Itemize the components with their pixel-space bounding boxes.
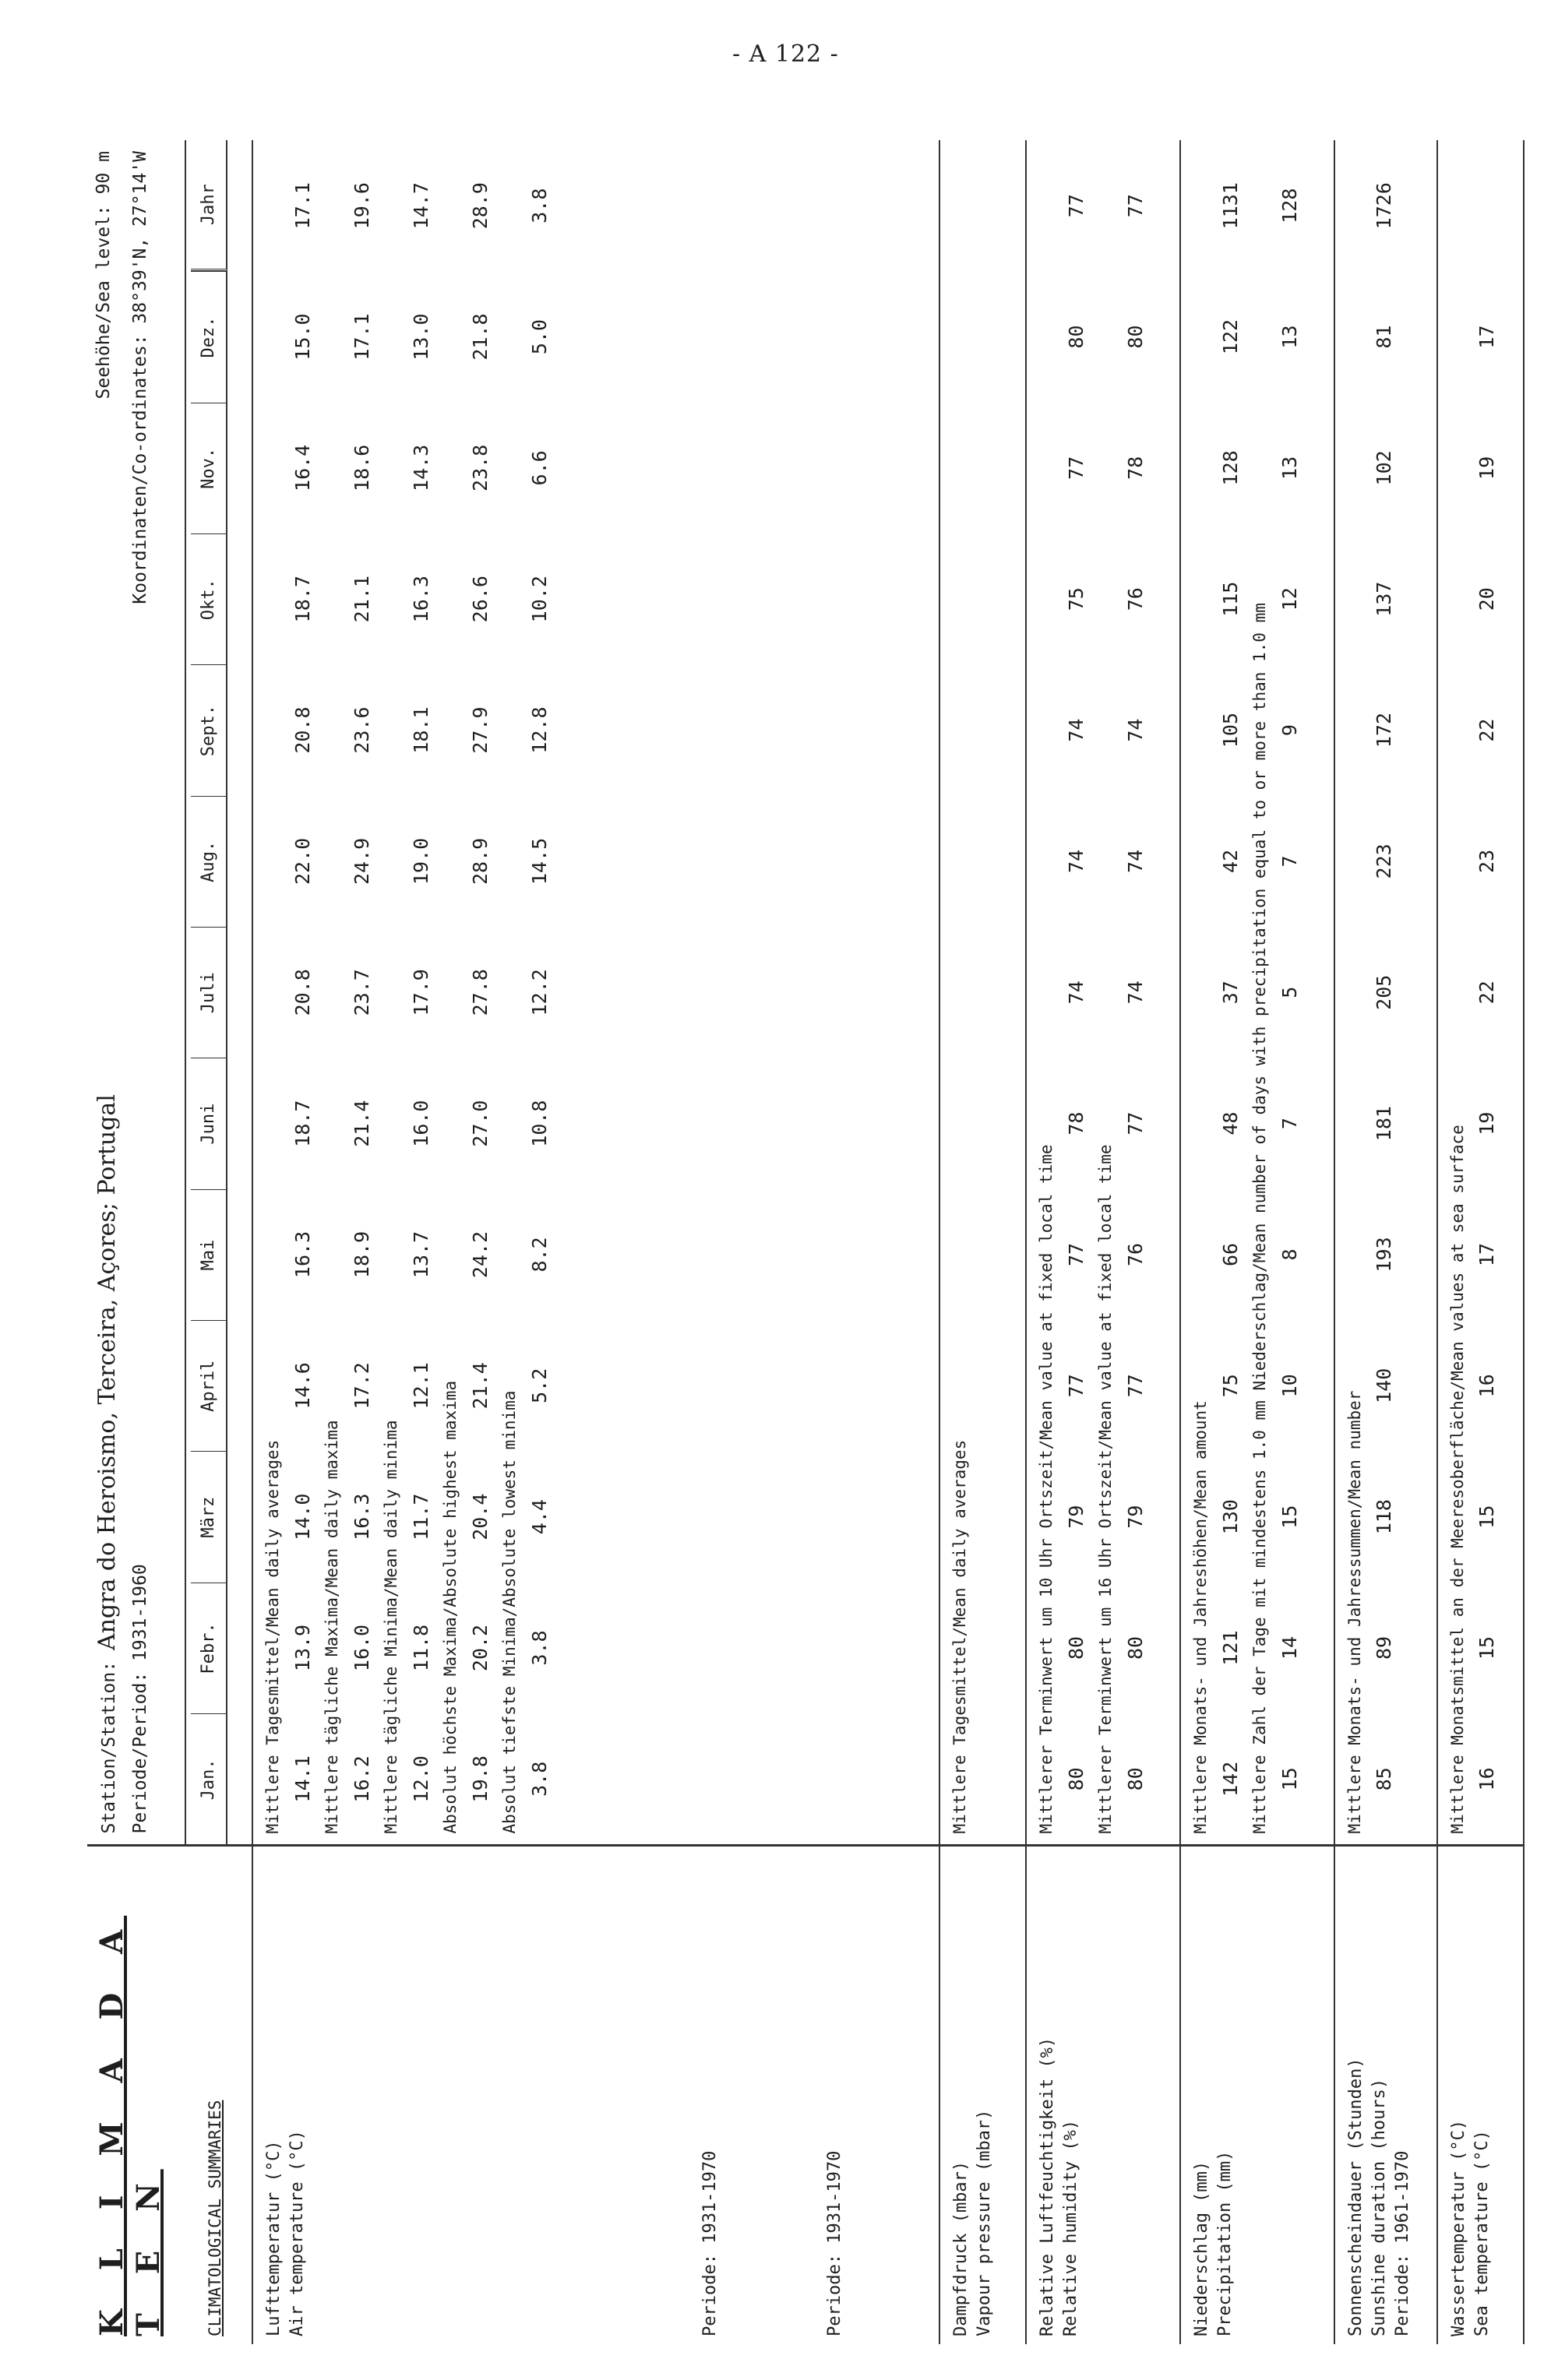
label-line: Niederschlag (mm) bbox=[1192, 2160, 1212, 2336]
value-cell: 12.0 bbox=[409, 1755, 432, 1803]
value-cell: 14 bbox=[1278, 1635, 1301, 1660]
value-cell: 140 bbox=[1373, 1368, 1396, 1403]
value-cell: 81 bbox=[1373, 325, 1396, 349]
row-caption: Absolut höchste Maxima/Absolute highest maxima bbox=[441, 1380, 460, 1834]
row-caption: Mittlere tägliche Minima/Mean daily minima bbox=[382, 1420, 401, 1834]
month-year: Jahr bbox=[191, 140, 227, 271]
value-cell: 48 bbox=[1218, 1111, 1242, 1135]
row-caption: Mittlere Monats- und Jahressummen/Mean number bbox=[1345, 1390, 1364, 1834]
value-cell: 105 bbox=[1218, 712, 1242, 748]
value-cell: 74 bbox=[1123, 718, 1147, 742]
value-cell: 21.4 bbox=[350, 1100, 373, 1147]
station-label: Station/Station: bbox=[99, 1660, 119, 1834]
section-label-humidity bbox=[1026, 1846, 1180, 2344]
value-cell: 74 bbox=[1123, 981, 1147, 1005]
value-cell: 77 bbox=[1064, 1242, 1087, 1267]
value-row bbox=[1212, 140, 1248, 1845]
section-label-sunshine bbox=[1334, 1846, 1437, 2344]
value-cell: 16.4 bbox=[291, 444, 314, 491]
period-label: Periode/Period: bbox=[130, 1671, 150, 1834]
value-row bbox=[1058, 140, 1094, 1845]
value-cell: 3.8 bbox=[527, 1630, 551, 1666]
period-note: Periode: 1961-1970 bbox=[1392, 2150, 1412, 2336]
value-cell: 8.2 bbox=[527, 1237, 551, 1273]
month-aug: Aug. bbox=[191, 796, 227, 927]
value-cell: 118 bbox=[1373, 1499, 1396, 1535]
value-cell: 42 bbox=[1218, 849, 1242, 873]
value-cell: 78 bbox=[1064, 1111, 1087, 1135]
value-cell: 21.4 bbox=[468, 1362, 492, 1410]
value-cell: 128 bbox=[1218, 450, 1242, 486]
station-block bbox=[87, 140, 185, 1846]
value-row bbox=[971, 140, 1007, 1845]
value-cell: 223 bbox=[1373, 843, 1396, 879]
row-caption: Mittlere Tagesmittel/Mean daily averages bbox=[950, 1439, 970, 1834]
label-line: Dampfdruck (mbar) bbox=[951, 2160, 971, 2336]
value-cell: 172 bbox=[1373, 712, 1396, 748]
value-cell: 27.8 bbox=[468, 969, 492, 1016]
coords-value: 38°39'N, 27°14'W bbox=[130, 151, 150, 324]
month-jul: Juli bbox=[191, 927, 227, 1058]
value-cell: 121 bbox=[1218, 1630, 1242, 1666]
section-label-sea bbox=[1437, 1846, 1524, 2344]
value-cell: 14.7 bbox=[409, 182, 432, 230]
value-cell: 18.9 bbox=[350, 1230, 373, 1279]
value-cell: 23.8 bbox=[468, 444, 492, 491]
value-row bbox=[462, 140, 498, 1845]
value-cell: 21.8 bbox=[468, 313, 492, 361]
value-cell: 130 bbox=[1218, 1499, 1242, 1535]
value-cell: 15.0 bbox=[291, 313, 314, 361]
value-cell: 23.7 bbox=[350, 969, 373, 1016]
section-data-vapour bbox=[939, 140, 1026, 1846]
value-cell: 20 bbox=[1475, 587, 1499, 611]
main-title: K L I M A D A T E N bbox=[93, 1915, 167, 2336]
value-cell: 15 bbox=[1278, 1767, 1301, 1791]
station-name: Angra do Heroismo, Terceira, Açores; Portugal bbox=[93, 1094, 121, 1651]
value-cell: 80 bbox=[1123, 1635, 1147, 1660]
value-cell: 12 bbox=[1278, 587, 1301, 611]
value-cell: 78 bbox=[1123, 456, 1147, 480]
value-cell: 14.6 bbox=[291, 1362, 314, 1410]
value-cell: 115 bbox=[1218, 581, 1242, 617]
value-cell: 193 bbox=[1373, 1237, 1396, 1273]
label-line: Vapour pressure (mbar) bbox=[975, 2109, 995, 2336]
value-cell: 80 bbox=[1064, 1635, 1087, 1660]
value-cell: 17.2 bbox=[350, 1362, 373, 1410]
value-cell: 16 bbox=[1475, 1374, 1499, 1398]
section-label-precipitation bbox=[1180, 1846, 1334, 2344]
month-may: Mai bbox=[191, 1189, 227, 1320]
value-cell: 76 bbox=[1123, 587, 1147, 611]
value-cell: 80 bbox=[1064, 1767, 1087, 1791]
value-cell: 23.6 bbox=[350, 706, 373, 754]
value-cell: 85 bbox=[1373, 1767, 1396, 1791]
value-cell: 19.0 bbox=[409, 837, 432, 885]
label-line: Lufttemperatur (°C) bbox=[264, 2140, 284, 2336]
row-caption: Mittlere Zahl der Tage mit mindestens 1.0 mm Niederschlag/Mean number of days with precipitation equal to or more than 1.0 mm bbox=[1250, 603, 1270, 1834]
row-caption: Mittlerer Terminwert um 10 Uhr Ortszeit/Mean value at fixed local time bbox=[1037, 1144, 1056, 1834]
value-cell: 22 bbox=[1475, 981, 1499, 1005]
value-cell: 74 bbox=[1064, 849, 1087, 873]
value-row bbox=[284, 140, 320, 1845]
value-cell: 24.2 bbox=[468, 1230, 492, 1279]
row-caption: Absolut tiefste Minima/Absolute lowest minima bbox=[500, 1390, 520, 1834]
value-cell: 74 bbox=[1064, 981, 1087, 1005]
value-cell: 21.1 bbox=[350, 576, 373, 623]
value-cell: 12.2 bbox=[527, 969, 551, 1016]
value-cell: 16.0 bbox=[350, 1624, 373, 1672]
climate-table bbox=[87, 140, 1525, 2344]
label-line: Sea temperature (°C) bbox=[1472, 2130, 1492, 2336]
value-row bbox=[1271, 140, 1307, 1845]
value-cell: 17 bbox=[1475, 1242, 1499, 1267]
value-cell: 10.2 bbox=[527, 576, 551, 623]
month-nov: Nov. bbox=[191, 403, 227, 533]
value-cell: 14.0 bbox=[291, 1493, 314, 1540]
value-cell: 18.1 bbox=[409, 706, 432, 754]
value-cell: 16 bbox=[1475, 1767, 1499, 1791]
label-line: Relative Luftfeuchtigkeit (%) bbox=[1038, 2037, 1058, 2336]
section-label-temperature bbox=[252, 1846, 939, 2344]
value-cell: 22.0 bbox=[291, 837, 314, 885]
value-cell: 16.3 bbox=[409, 576, 432, 623]
value-cell: 14.5 bbox=[527, 837, 551, 885]
value-cell: 6.6 bbox=[527, 450, 551, 486]
value-cell: 18.7 bbox=[291, 1100, 314, 1147]
value-cell: 10 bbox=[1278, 1374, 1301, 1398]
value-cell: 13 bbox=[1278, 456, 1301, 480]
coords-label: Koordinaten/Co-ordinates: bbox=[130, 334, 150, 604]
value-cell: 80 bbox=[1123, 325, 1147, 349]
row-caption: Mittlere Monatsmittel an der Meeresoberfläche/Mean values at sea surface bbox=[1447, 1125, 1467, 1834]
month-dec: Dez. bbox=[191, 271, 227, 402]
value-row bbox=[1469, 140, 1505, 1845]
month-header bbox=[185, 140, 253, 1846]
value-cell: 16.3 bbox=[291, 1230, 314, 1279]
value-cell: 15 bbox=[1475, 1635, 1499, 1660]
value-cell: 26.6 bbox=[468, 576, 492, 623]
value-cell: 1726 bbox=[1373, 182, 1396, 230]
row-caption: Mittlerer Terminwert um 16 Uhr Ortszeit/Mean value at fixed local time bbox=[1096, 1144, 1116, 1834]
value-cell: 137 bbox=[1373, 581, 1396, 617]
value-cell: 181 bbox=[1373, 1106, 1396, 1142]
value-row bbox=[1117, 140, 1153, 1845]
value-cell: 11.7 bbox=[409, 1493, 432, 1540]
value-cell: 23 bbox=[1475, 849, 1499, 873]
value-cell: 19 bbox=[1475, 1111, 1499, 1135]
value-cell: 75 bbox=[1218, 1374, 1242, 1398]
value-cell: 28.9 bbox=[468, 837, 492, 885]
month-apr: April bbox=[191, 1320, 227, 1451]
value-cell: 27.9 bbox=[468, 706, 492, 754]
climate-sheet bbox=[87, 140, 1525, 2344]
sea-level-label: Seehöhe/Sea level: bbox=[93, 205, 114, 400]
value-cell: 19.8 bbox=[468, 1755, 492, 1803]
value-cell: 20.2 bbox=[468, 1624, 492, 1672]
value-cell: 79 bbox=[1123, 1505, 1147, 1529]
value-cell: 80 bbox=[1123, 1767, 1147, 1791]
value-cell: 74 bbox=[1123, 849, 1147, 873]
value-cell: 24.9 bbox=[350, 837, 373, 885]
value-cell: 77 bbox=[1123, 1374, 1147, 1398]
value-cell: 15 bbox=[1278, 1505, 1301, 1529]
value-cell: 80 bbox=[1064, 325, 1087, 349]
row-caption: Mittlere Monats- und Jahreshöhen/Mean amount bbox=[1191, 1400, 1211, 1834]
value-cell: 22 bbox=[1475, 718, 1499, 742]
sub-title: CLIMATOLOGICAL SUMMARIES bbox=[206, 2100, 224, 2336]
value-cell: 14.3 bbox=[409, 444, 432, 491]
value-cell: 77 bbox=[1064, 456, 1087, 480]
value-cell: 3.8 bbox=[527, 188, 551, 224]
section-data-sea bbox=[1437, 140, 1524, 1846]
value-cell: 8 bbox=[1278, 1248, 1301, 1261]
value-cell: 75 bbox=[1064, 587, 1087, 611]
value-cell: 1131 bbox=[1218, 182, 1242, 230]
value-cell: 18.6 bbox=[350, 444, 373, 491]
value-cell: 205 bbox=[1373, 974, 1396, 1010]
value-row bbox=[344, 140, 379, 1845]
month-jun: Juni bbox=[191, 1058, 227, 1188]
value-cell: 18.7 bbox=[291, 576, 314, 623]
value-cell: 17 bbox=[1475, 325, 1499, 349]
value-cell: 12.1 bbox=[409, 1362, 432, 1410]
value-cell: 17.9 bbox=[409, 969, 432, 1016]
value-cell: 17.1 bbox=[350, 313, 373, 361]
month-mar: März bbox=[191, 1451, 227, 1582]
value-cell: 66 bbox=[1218, 1242, 1242, 1267]
value-cell: 17.1 bbox=[291, 182, 314, 230]
value-cell: 77 bbox=[1123, 1111, 1147, 1135]
label-line: Relative humidity (%) bbox=[1061, 2119, 1081, 2336]
label-line: Precipitation (mm) bbox=[1215, 2150, 1235, 2336]
value-cell: 16.2 bbox=[350, 1755, 373, 1803]
value-cell: 15 bbox=[1475, 1505, 1499, 1529]
value-cell: 16.3 bbox=[350, 1493, 373, 1540]
value-cell: 5 bbox=[1278, 986, 1301, 998]
value-cell: 142 bbox=[1218, 1761, 1242, 1797]
period-note: Periode: 1931-1970 bbox=[825, 2150, 845, 2336]
value-row bbox=[521, 140, 557, 1845]
period-value: 1931-1960 bbox=[130, 1564, 150, 1661]
value-cell: 3.8 bbox=[527, 1761, 551, 1797]
label-line: Wassertemperatur (°C) bbox=[1448, 2119, 1468, 2336]
value-cell: 10.8 bbox=[527, 1100, 551, 1147]
period-note: Periode: 1931-1970 bbox=[700, 2150, 721, 2336]
value-cell: 9 bbox=[1278, 724, 1301, 737]
value-cell: 5.0 bbox=[527, 319, 551, 355]
month-oct: Okt. bbox=[191, 533, 227, 664]
value-cell: 13 bbox=[1278, 325, 1301, 349]
value-cell: 20.4 bbox=[468, 1493, 492, 1540]
value-cell: 16.0 bbox=[409, 1100, 432, 1147]
section-data-temperature bbox=[252, 140, 939, 1846]
value-cell: 20.8 bbox=[291, 706, 314, 754]
value-cell: 37 bbox=[1218, 981, 1242, 1005]
title-block bbox=[87, 1846, 252, 2344]
label-line: Sonnenscheindauer (Stunden) bbox=[1345, 2058, 1366, 2336]
value-cell: 13.7 bbox=[409, 1230, 432, 1279]
value-cell: 128 bbox=[1278, 188, 1301, 224]
value-cell: 19 bbox=[1475, 456, 1499, 480]
value-cell: 122 bbox=[1218, 319, 1242, 355]
page-number: - A 122 - bbox=[732, 40, 839, 68]
value-cell: 27.0 bbox=[468, 1100, 492, 1147]
value-cell: 28.9 bbox=[468, 182, 492, 230]
value-cell: 76 bbox=[1123, 1242, 1147, 1267]
value-row bbox=[1366, 140, 1402, 1845]
value-cell: 20.8 bbox=[291, 969, 314, 1016]
value-cell: 13.9 bbox=[291, 1624, 314, 1672]
value-cell: 79 bbox=[1064, 1505, 1087, 1529]
section-data-sunshine bbox=[1334, 140, 1437, 1846]
value-cell: 4.4 bbox=[527, 1499, 551, 1535]
section-data-humidity bbox=[1026, 140, 1180, 1846]
value-cell: 7 bbox=[1278, 855, 1301, 868]
section-data-precipitation bbox=[1180, 140, 1334, 1846]
value-cell: 77 bbox=[1064, 1374, 1087, 1398]
value-cell: 11.8 bbox=[409, 1624, 432, 1672]
value-cell: 12.8 bbox=[527, 706, 551, 754]
value-cell: 19.6 bbox=[350, 182, 373, 230]
month-feb: Febr. bbox=[191, 1583, 227, 1713]
value-cell: 5.2 bbox=[527, 1368, 551, 1403]
value-cell: 77 bbox=[1123, 194, 1147, 218]
row-caption: Mittlere Tagesmittel/Mean daily averages bbox=[263, 1439, 283, 1834]
month-jan: Jan. bbox=[191, 1713, 227, 1844]
label-line: Air temperature (°C) bbox=[287, 2130, 308, 2336]
value-cell: 14.1 bbox=[291, 1755, 314, 1803]
value-cell: 7 bbox=[1278, 1118, 1301, 1130]
value-cell: 77 bbox=[1064, 194, 1087, 218]
row-caption: Mittlere tägliche Maxima/Mean daily maxima bbox=[323, 1420, 342, 1834]
value-cell: 89 bbox=[1373, 1635, 1396, 1660]
section-label-vapour bbox=[939, 1846, 1026, 2344]
value-row bbox=[403, 140, 439, 1845]
value-cell: 74 bbox=[1064, 718, 1087, 742]
value-cell: 102 bbox=[1373, 450, 1396, 486]
label-line: Sunshine duration (hours) bbox=[1369, 2078, 1389, 2336]
value-cell: 13.0 bbox=[409, 313, 432, 361]
month-sep: Sept. bbox=[191, 664, 227, 795]
sea-level-value: 90 m bbox=[93, 151, 114, 195]
